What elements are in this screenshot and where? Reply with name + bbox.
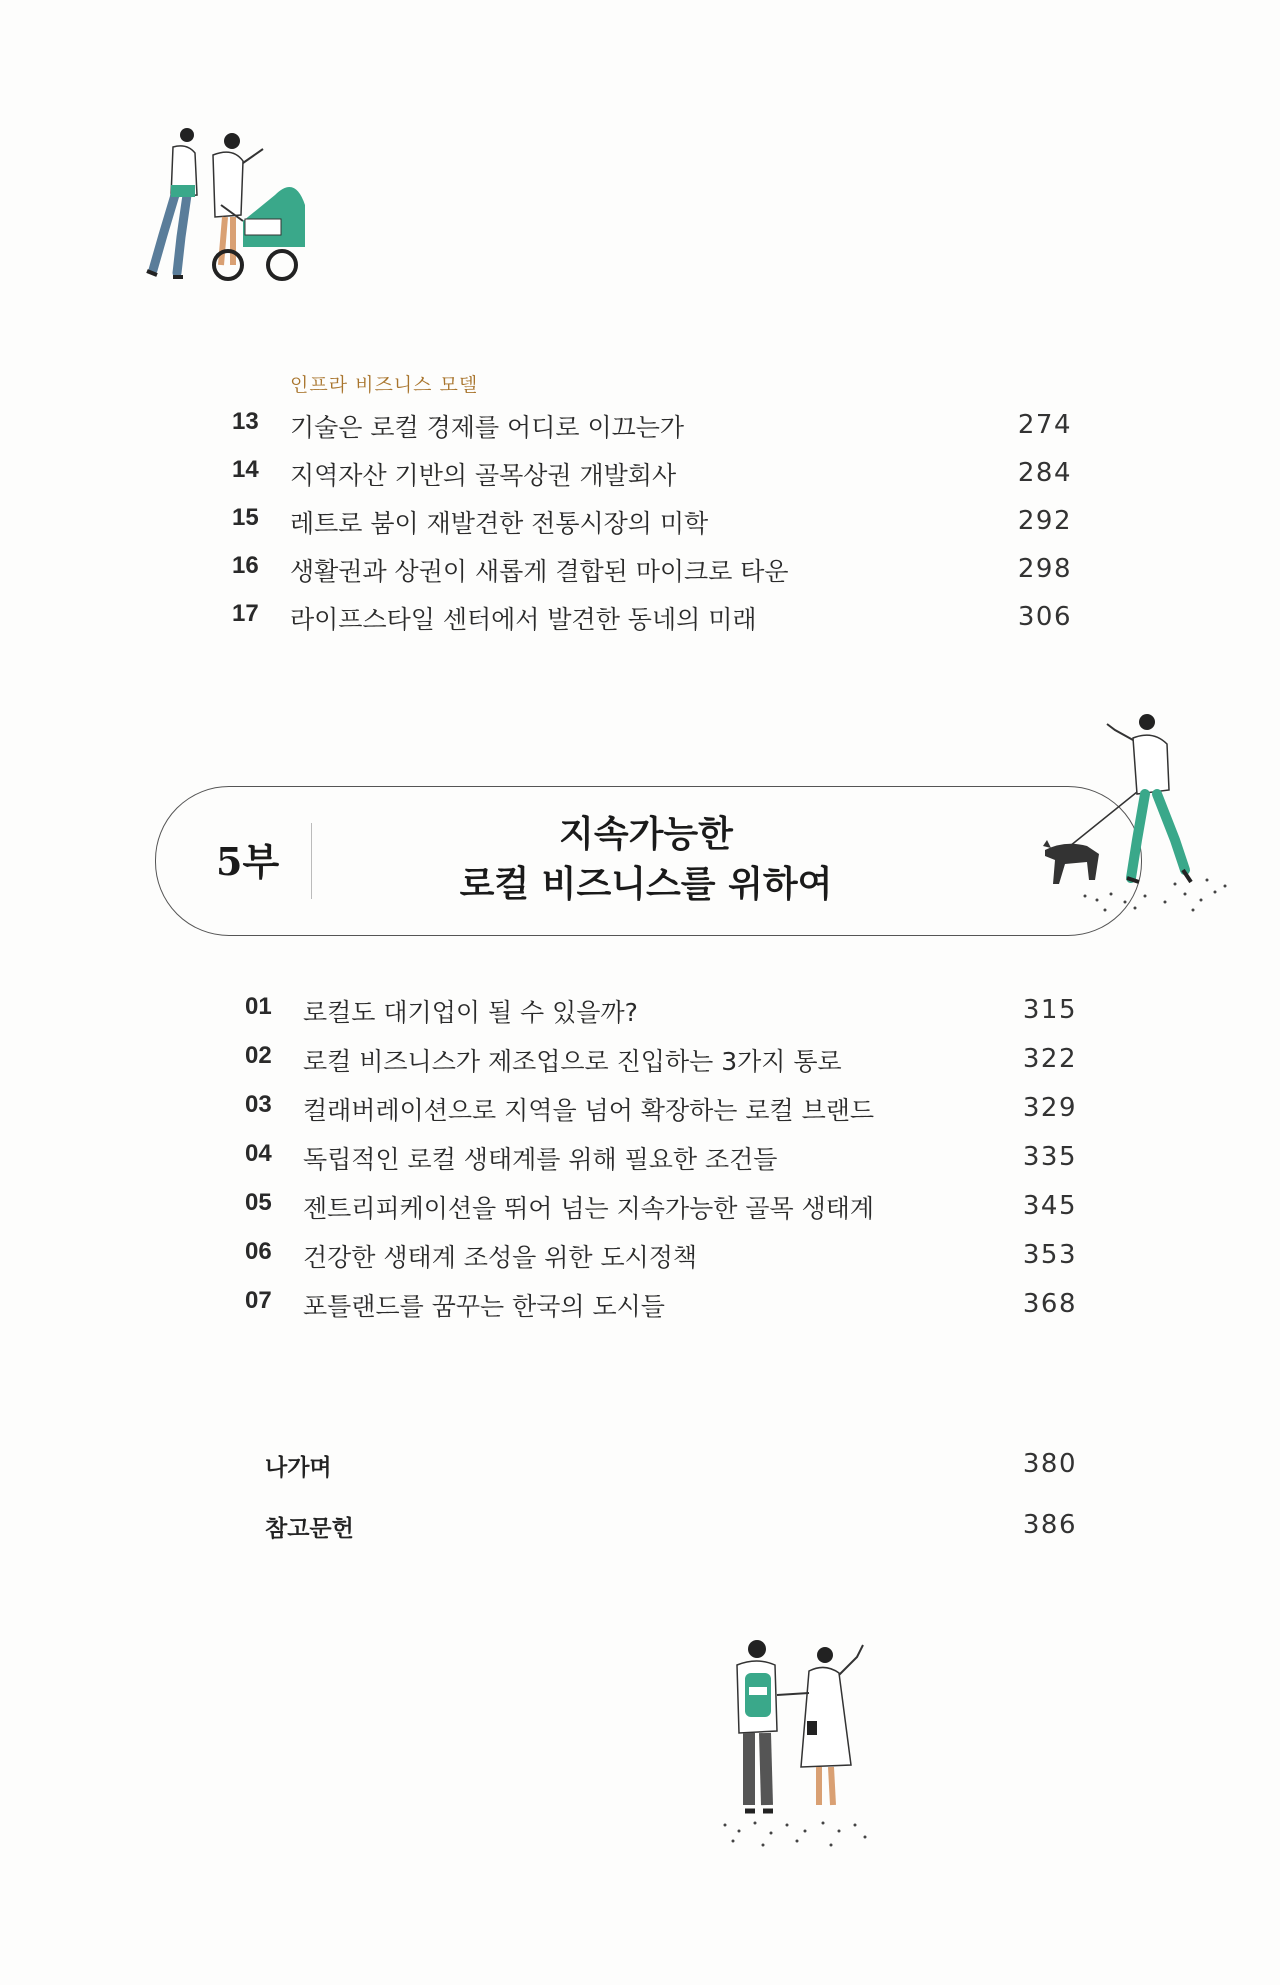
back-matter-page: 380 (1022, 1449, 1077, 1479)
entry-page: 284 (1017, 458, 1072, 488)
toc-entry[interactable] (245, 1287, 1077, 1336)
entry-page: 292 (1017, 506, 1072, 536)
back-matter-title: 참고문헌 (265, 1516, 354, 1542)
part-title (456, 809, 836, 909)
part5-banner (155, 786, 1142, 936)
entry-number: 16 (232, 552, 259, 579)
entry-page: 298 (1017, 554, 1072, 584)
entry-title: 젠트리피케이션을 뛰어 넘는 지속가능한 골목 생태계 (303, 1194, 875, 1223)
entry-number: 17 (232, 600, 259, 627)
entry-title: 레트로 붐이 재발견한 전통시장의 미학 (290, 509, 709, 538)
part-title-line1: 지속가능한 (559, 813, 733, 855)
entry-title: 생활권과 상권이 새롭게 결합된 마이크로 타운 (290, 557, 789, 586)
entry-title: 로컬도 대기업이 될 수 있을까? (303, 998, 638, 1027)
entry-title: 건강한 생태계 조성을 위한 도시정책 (303, 1243, 698, 1272)
entry-page: 345 (1022, 1191, 1077, 1221)
family-stroller-illustration (125, 125, 315, 295)
back-matter-entry[interactable] (265, 1449, 1077, 1489)
back-matter-page: 386 (1022, 1510, 1077, 1540)
banner-divider (311, 823, 312, 899)
toc-entry[interactable] (232, 408, 1072, 456)
entry-page: 329 (1022, 1093, 1077, 1123)
entry-number: 06 (245, 1238, 272, 1265)
entry-number: 01 (245, 993, 272, 1020)
back-matter-title: 나가며 (265, 1455, 332, 1481)
entry-number: 03 (245, 1091, 272, 1118)
back-matter-entry[interactable] (265, 1510, 1077, 1550)
entry-number: 13 (232, 408, 259, 435)
entry-number: 07 (245, 1287, 272, 1314)
entry-title: 로컬 비즈니스가 제조업으로 진입하는 3가지 통로 (303, 1047, 842, 1076)
entry-title: 라이프스타일 센터에서 발견한 동네의 미래 (290, 605, 757, 634)
entry-page: 368 (1022, 1289, 1077, 1319)
entry-number: 05 (245, 1189, 272, 1216)
entry-page: 306 (1017, 602, 1072, 632)
entry-number: 14 (232, 456, 259, 483)
part-title-line2: 로컬 비즈니스를 위하여 (459, 863, 833, 905)
toc-entry[interactable] (245, 1140, 1077, 1189)
dog-walker-illustration (1025, 710, 1240, 920)
toc-part5-list (245, 993, 1077, 1336)
entry-page: 322 (1022, 1044, 1077, 1074)
toc-entry[interactable] (245, 1042, 1077, 1091)
toc-entry[interactable] (245, 1091, 1077, 1140)
toc-entry[interactable] (245, 1238, 1077, 1287)
toc-entry[interactable] (232, 504, 1072, 552)
entry-title: 포틀랜드를 꿈꾸는 한국의 도시들 (303, 1292, 665, 1321)
toc-entry[interactable] (245, 1189, 1077, 1238)
toc-part4-list (232, 408, 1072, 648)
entry-page: 335 (1022, 1142, 1077, 1172)
toc-entry[interactable] (245, 993, 1077, 1042)
entry-number: 04 (245, 1140, 272, 1167)
entry-page: 353 (1022, 1240, 1077, 1270)
toc-entry[interactable] (232, 552, 1072, 600)
entry-page: 315 (1022, 995, 1077, 1025)
part-label: 5부 (216, 839, 280, 884)
entry-title: 컬래버레이션으로 지역을 넘어 확장하는 로컬 브랜드 (303, 1096, 875, 1125)
entry-title: 지역자산 기반의 골목상권 개발회사 (290, 461, 677, 490)
toc-entry[interactable] (232, 600, 1072, 648)
entry-title: 독립적인 로컬 생태계를 위해 필요한 조건들 (303, 1145, 778, 1174)
entry-title: 기술은 로컬 경제를 어디로 이끄는가 (290, 413, 685, 442)
toc-entry[interactable] (232, 456, 1072, 504)
couple-illustration (705, 1635, 885, 1855)
section-label: 인프라 비즈니스 모델 (290, 374, 479, 396)
entry-number: 15 (232, 504, 259, 531)
entry-number: 02 (245, 1042, 272, 1069)
entry-page: 274 (1017, 410, 1072, 440)
